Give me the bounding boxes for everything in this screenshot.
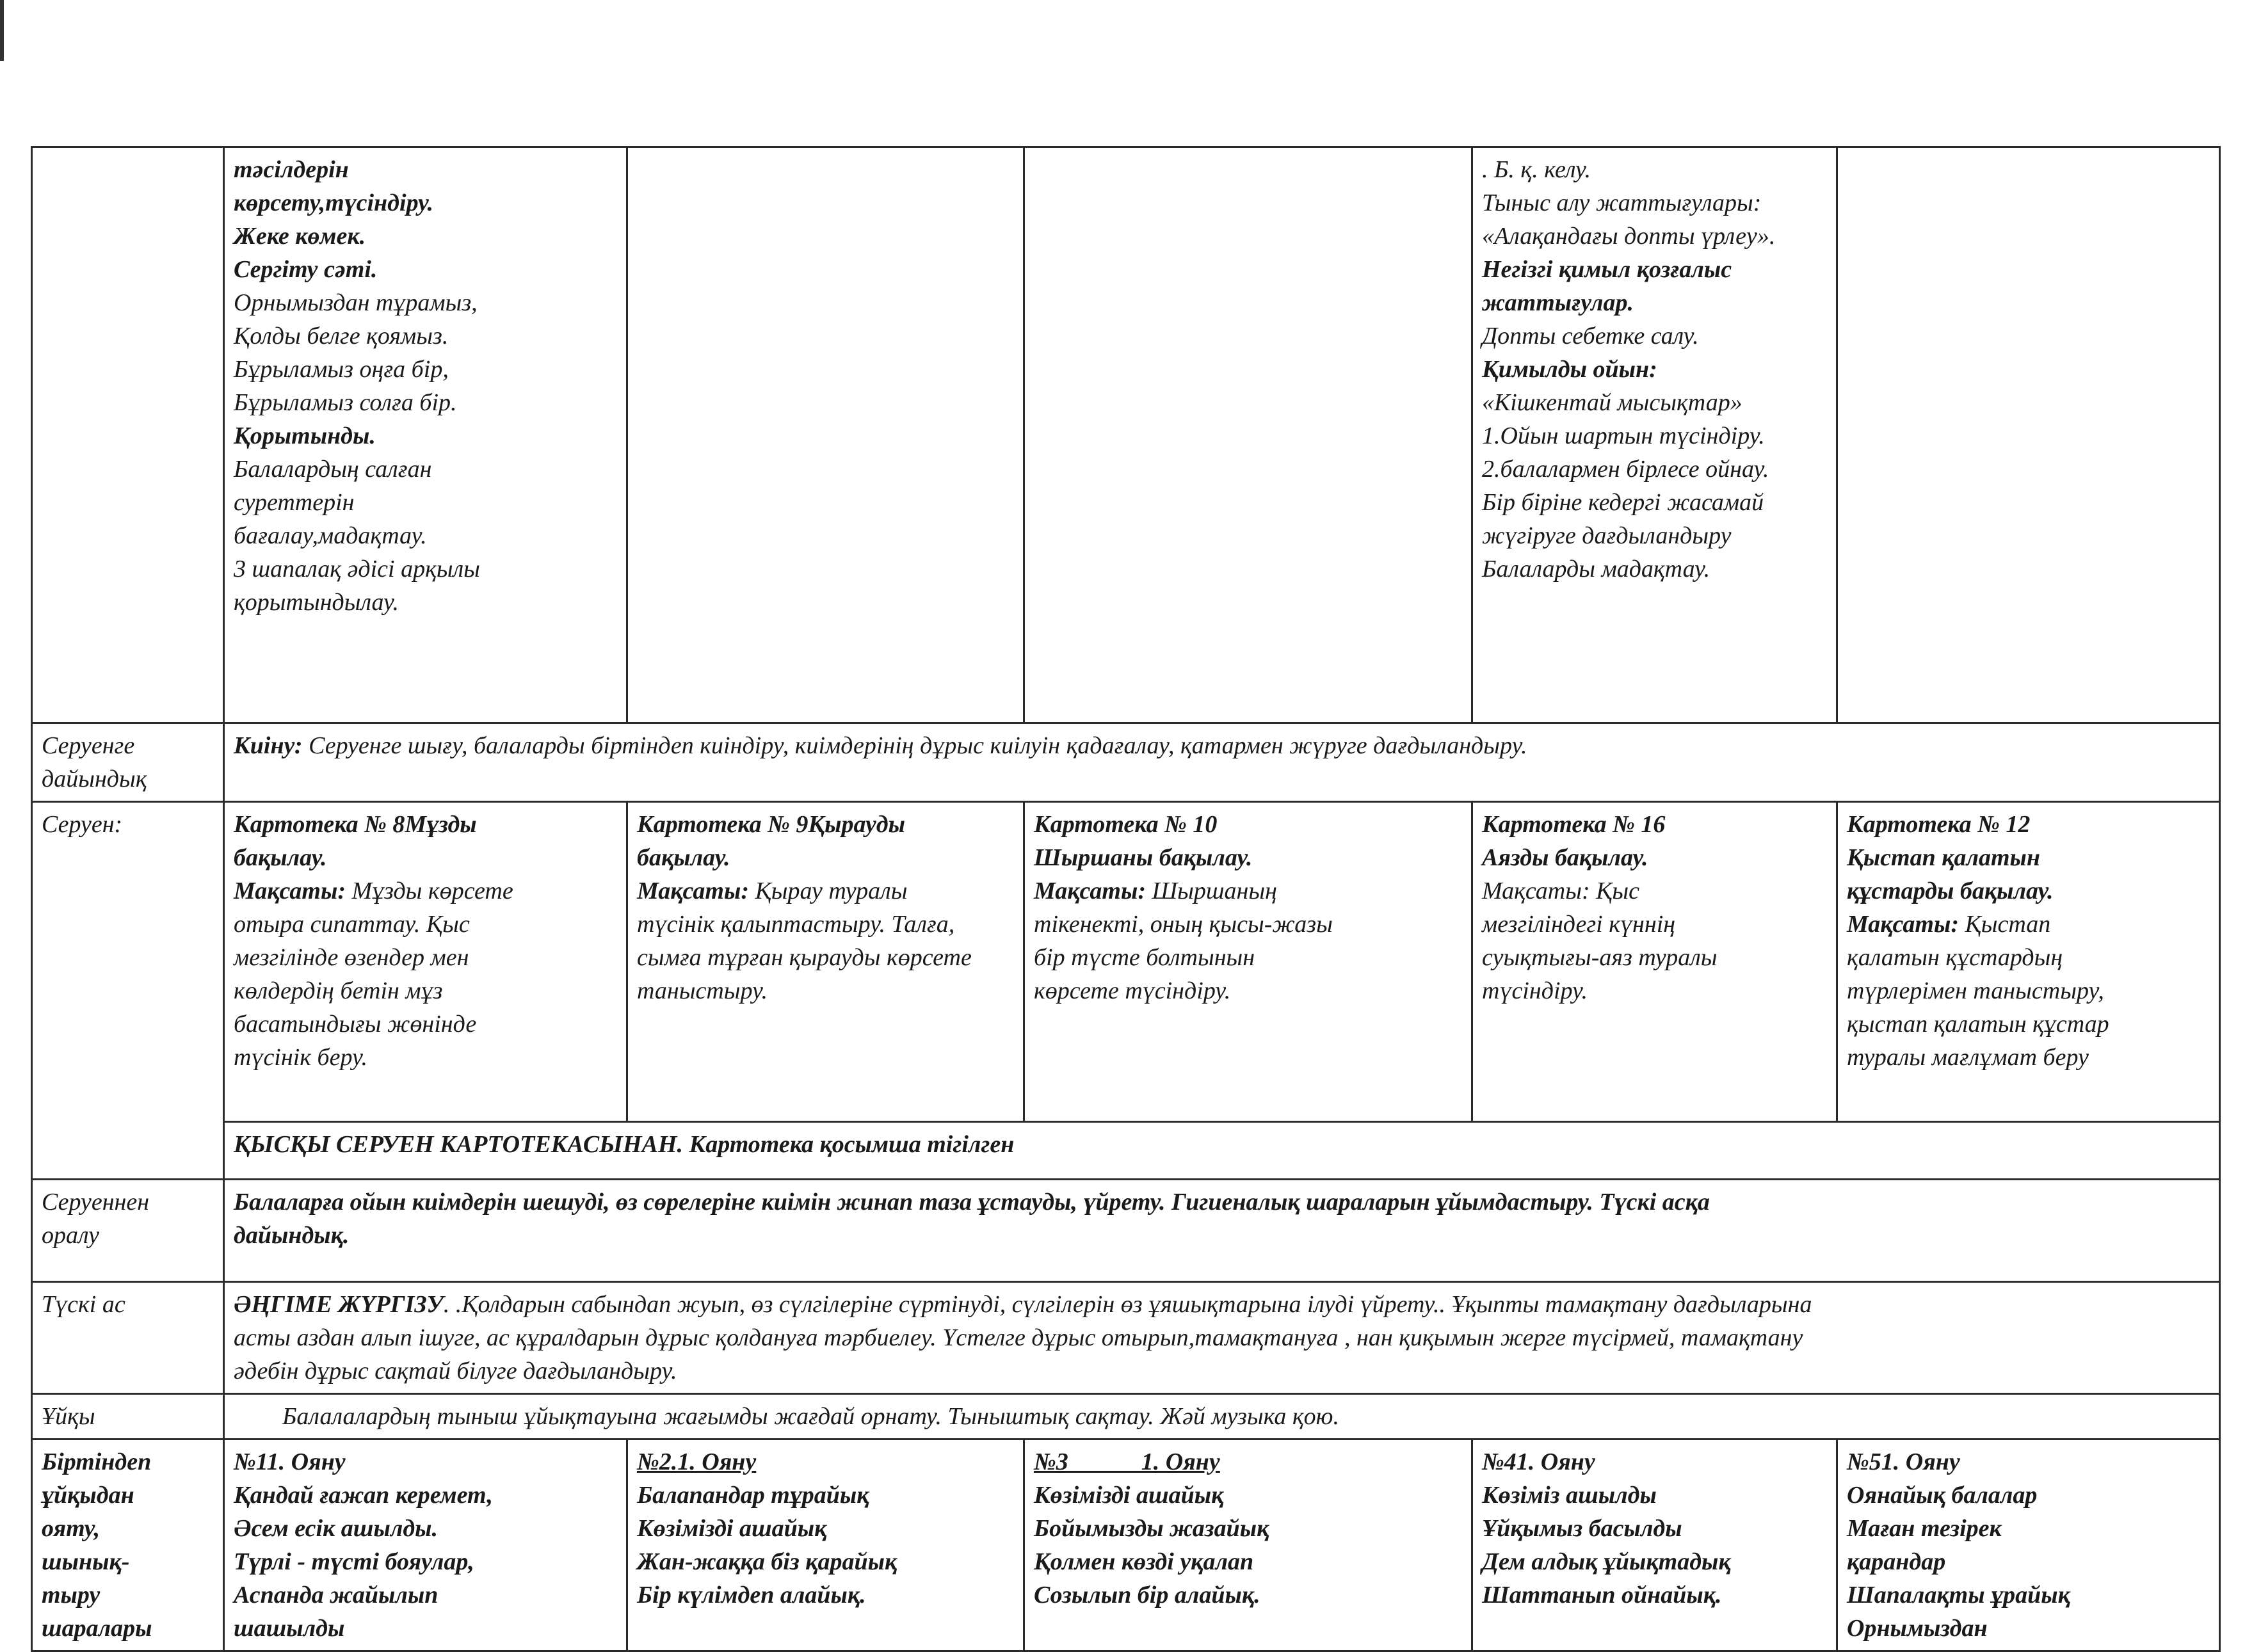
wake-label [32, 1439, 224, 1651]
sleep-row [32, 1394, 2220, 1439]
text-line [1034, 908, 1462, 941]
line-text: жүгіруге дағдыландыру [1482, 522, 1732, 549]
line-text: «Кішкентай мысықтар» [1482, 389, 1742, 416]
text-line [1482, 841, 1827, 874]
line-text: Бұрыламыз солға бір. [234, 389, 457, 416]
line-text: 2.балалармен бірлесе ойнау. [1482, 456, 1769, 483]
text-line [234, 220, 617, 253]
line-text: Қорытынды. [234, 422, 376, 449]
text-line [234, 453, 617, 486]
text-line [1482, 808, 1827, 841]
line-text: отыра сипаттау. Қыс [234, 911, 470, 938]
text-line [637, 908, 1014, 941]
text-line [1034, 974, 1462, 1007]
return-row [32, 1180, 2220, 1282]
line-text: 1.Ойын шартын түсіндіру. [1482, 422, 1765, 449]
text-line [1847, 1007, 2210, 1041]
text-line [1482, 286, 1827, 319]
daily-plan-table [31, 146, 2221, 1652]
walk-label: Серуен: [32, 802, 224, 1180]
wake-label-line: ұйқыдан [42, 1482, 134, 1509]
wake-line: Маған тезірек [1847, 1515, 2002, 1542]
wake-line: Дем алдық ұйықтадық [1482, 1548, 1731, 1575]
wake-col-1 [224, 1439, 627, 1651]
wake-line: шашылды [234, 1615, 345, 1642]
line-text: Сергіту сәті. [234, 256, 378, 283]
line-rest: Мұзды көрсете [345, 878, 513, 904]
line-text: Шыршаны бақылау. [1034, 844, 1253, 871]
text-line [637, 974, 1014, 1007]
wake-heading: №3 1. Ояну [1034, 1448, 1220, 1475]
text-line [1847, 908, 2210, 941]
text-line [1847, 841, 2210, 874]
text-line [1847, 874, 2210, 908]
line-rest: Қыстап [1958, 911, 2051, 938]
walk-card-2 [627, 802, 1024, 1122]
text-line [1482, 519, 1827, 552]
sleep-text: Балалалардың тыныш ұйықтауына жағымды жағдай орнату. Тыныштық сақтау. Жәй музыка қою. [224, 1394, 2220, 1439]
text-line [234, 386, 617, 419]
text-line [1482, 974, 1827, 1007]
activity-cell-5 [1837, 147, 2220, 723]
wake-line: Бір күлімдеп алайық. [637, 1582, 866, 1608]
activity-cell-1 [224, 147, 627, 723]
line-text: Тыныс алу жаттығулары: [1482, 189, 1762, 216]
text-line [1847, 941, 2210, 974]
prep-text: Киіну: Серуенге шығу, балаларды біртіндеп киіндіру, киімдерінің дұрыс киілуін қадағалау, қатармен жүруге дағдыландыру. [224, 723, 2220, 802]
line-text: Балаларды мадақтау. [1482, 556, 1710, 582]
line-text: суреттерін [234, 489, 355, 516]
text-line [234, 874, 617, 908]
lunch-text: ӘҢГІМЕ ЖҮРГІЗУ. .Қолдарын сабындап жуып, өз сүлгілеріне сүртінуді, сүлгілерін өз ұяшықтарына ілуді үйрету.. Ұқыпты тамақтану дағдыларына асты аздан алып ішуге, ас құралдарын дұрыс қолдануға тәрбиелеу. Үстелге дұрыс отырып,тамақтануға , нан қиқымын жерге түсірмей, тамақтану әдебін дұрыс сақтай білуге дағдыландыру. [224, 1282, 2220, 1394]
wake-col-3 [1024, 1439, 1472, 1651]
row-label-empty [32, 147, 224, 723]
wake-line: Оянайық балалар [1847, 1482, 2038, 1509]
line-text: басатындығы жөнінде [234, 1011, 477, 1038]
line-text: бағалау,мадақтау. [234, 522, 427, 549]
text-line [637, 874, 1014, 908]
wake-line: Шаттанып ойнайық. [1482, 1582, 1722, 1608]
line-text: құстарды бақылау. [1847, 878, 2054, 904]
walk-row [32, 802, 2220, 1122]
wake-heading: №11. Ояну [234, 1448, 346, 1475]
text-line [234, 1007, 617, 1041]
sleep-label: Ұйқы [32, 1394, 224, 1439]
line-text: қорытындылау. [234, 589, 399, 616]
text-line [1482, 453, 1827, 486]
line-text: Мақсаты: Қыс [1482, 878, 1639, 904]
line-text: Бұрыламыз оңға бір, [234, 356, 449, 383]
line-text: мезгілінде өзендер мен [234, 944, 469, 971]
walk-note: ҚЫСҚЫ СЕРУЕН КАРТОТЕКАСЫНАН. Картотека қосымша тігілген [224, 1122, 2220, 1180]
line-text: көрсете түсіндіру. [1034, 977, 1231, 1004]
text-line [1482, 486, 1827, 519]
line-text: түсінік беру. [234, 1044, 367, 1071]
text-line [234, 908, 617, 941]
text-line [1482, 908, 1827, 941]
walk-card-3 [1024, 802, 1472, 1122]
activity-row [32, 147, 2220, 723]
line-text: қыстап қалатын құстар [1847, 1011, 2109, 1038]
wake-col-5 [1837, 1439, 2220, 1651]
wake-line: Созылып бір алайық. [1034, 1582, 1260, 1608]
text-line [234, 253, 617, 286]
line-text: Мақсаты: [1847, 911, 1959, 938]
text-line [1034, 941, 1462, 974]
text-line [1847, 1041, 2210, 1074]
line-text: туралы мағлұмат беру [1847, 1044, 2089, 1071]
line-text: Негізгі қимыл қозғалыс [1482, 256, 1732, 283]
line-text: мезгіліндегі күннің [1482, 911, 1676, 938]
wake-line: Аспанда жайылып [234, 1582, 439, 1608]
activity-cell-3 [1024, 147, 1472, 723]
wake-line: Орнымыздан [1847, 1615, 1988, 1642]
prep-label: Серуенге дайындық [32, 723, 224, 802]
text-line [637, 808, 1014, 841]
text-line [1034, 808, 1462, 841]
line-text: түрлерімен таныстыру, [1847, 977, 2104, 1004]
text-line [1482, 552, 1827, 586]
text-line [234, 586, 617, 619]
text-line [1482, 386, 1827, 419]
wake-line: Шапалақты ұрайық [1847, 1582, 2070, 1608]
line-text: тікенекті, оның қысы-жазы [1034, 911, 1333, 938]
line-text: жаттығулар. [1482, 289, 1634, 316]
return-label: Серуеннен оралу [32, 1180, 224, 1282]
text-line [234, 186, 617, 220]
line-text: бақылау. [234, 844, 327, 871]
wake-col-4 [1472, 1439, 1837, 1651]
text-line [1847, 808, 2210, 841]
text-line [1482, 353, 1827, 386]
text-line [234, 319, 617, 353]
wake-line: Бойымызды жазайық [1034, 1515, 1269, 1542]
text-line [234, 941, 617, 974]
wake-line: Ұйқымыз басылды [1482, 1515, 1682, 1542]
line-text: Қимылды ойын: [1482, 356, 1657, 383]
scan-edge [0, 0, 4, 61]
text-line [234, 841, 617, 874]
line-text: Картотека № 12 [1847, 811, 2031, 838]
lunch-label: Түскі ас [32, 1282, 224, 1394]
text-line [234, 153, 617, 186]
text-line [1482, 253, 1827, 286]
text-line [1482, 153, 1827, 186]
line-text: Бір біріне кедергі жасамай [1482, 489, 1764, 516]
line-text: «Алақандағы допты үрлеу». [1482, 223, 1776, 250]
line-text: бақылау. [637, 844, 730, 871]
text-line [234, 419, 617, 453]
wake-heading: №2.1. Ояну [637, 1448, 757, 1475]
line-text: Орнымыздан тұрамыз, [234, 289, 478, 316]
line-text: Жеке көмек. [234, 223, 366, 250]
line-text: түсіндіру. [1482, 977, 1588, 1004]
line-text: Мақсаты: [234, 878, 346, 904]
text-line [1482, 941, 1827, 974]
text-line [1482, 419, 1827, 453]
wake-label-line: шынық- [42, 1548, 130, 1575]
line-text: Қолды белге қоямыз. [234, 323, 449, 349]
text-line [1847, 974, 2210, 1007]
prep-row [32, 723, 2220, 802]
walk-card-5 [1837, 802, 2220, 1122]
return-text: Балаларға ойын киімдерін шешуді, өз сөрелеріне киімін жинап таза ұстауды, үйрету. Гигиеналық шараларын ұйымдастыру. Түскі асқа дайындық. [224, 1180, 2220, 1282]
text-line [1034, 841, 1462, 874]
text-line [637, 941, 1014, 974]
text-line [234, 1041, 617, 1074]
line-text: Допты себетке салу. [1482, 323, 1699, 349]
wake-line: Қандай ғажап керемет, [234, 1482, 494, 1509]
line-text: Аязды бақылау. [1482, 844, 1648, 871]
line-text: Картотека № 10 [1034, 811, 1218, 838]
line-text: 3 шапалақ әдісі арқылы [234, 556, 480, 582]
line-text: сымға тұрған қырауды көрсете [637, 944, 972, 971]
line-text: Балалардың салған [234, 456, 432, 483]
wake-line: қарандар [1847, 1548, 1946, 1575]
wake-label-line: тыру [42, 1582, 101, 1608]
line-text: Картотека № 8Мұзды [234, 811, 477, 838]
wake-line: Көзімізді ашайық [637, 1515, 827, 1542]
wake-heading: №41. Ояну [1482, 1448, 1595, 1475]
line-text: суықтығы-аяз туралы [1482, 944, 1718, 971]
wake-label-line: Біртіндеп [42, 1448, 152, 1475]
walk-card-1 [224, 802, 627, 1122]
line-text: тәсілдерін [234, 156, 349, 183]
line-text: көрсету,түсіндіру. [234, 189, 434, 216]
text-line [234, 286, 617, 319]
wake-col-2 [627, 1439, 1024, 1651]
text-line [637, 841, 1014, 874]
text-line [1482, 319, 1827, 353]
text-line [234, 519, 617, 552]
wake-line: Әсем есік ашылды. [234, 1515, 439, 1542]
line-text: Мақсаты: [1034, 878, 1146, 904]
line-text: . Б. қ. келу. [1482, 156, 1591, 183]
wake-line: Жан-жаққа біз қарайық [637, 1548, 897, 1575]
line-text: таныстыру. [637, 977, 768, 1004]
wake-line: Көзімізді ашайық [1034, 1482, 1224, 1509]
text-line [1482, 186, 1827, 220]
text-line [234, 974, 617, 1007]
line-rest: Шыршаның [1145, 878, 1277, 904]
lunch-row [32, 1282, 2220, 1394]
activity-cell-2 [627, 147, 1024, 723]
wake-line: Балапандар тұрайық [637, 1482, 869, 1509]
text-line [1482, 220, 1827, 253]
walk-note-row [32, 1122, 2220, 1180]
wake-label-line: ояту, [42, 1515, 101, 1542]
line-rest: Қырау туралы [748, 878, 908, 904]
text-line [1034, 874, 1462, 908]
text-line [234, 552, 617, 586]
wake-line: Түрлі - түсті бояулар, [234, 1548, 474, 1575]
text-line [234, 808, 617, 841]
line-text: Картотека № 9Қырауды [637, 811, 905, 838]
line-text: түсінік қалыптастыру. Талға, [637, 911, 955, 938]
line-text: көлдердің бетін мұз [234, 977, 443, 1004]
text-line [1482, 874, 1827, 908]
wake-line: Қолмен көзді уқалап [1034, 1548, 1254, 1575]
activity-cell-4 [1472, 147, 1837, 723]
wake-label-line: шаралары [42, 1615, 152, 1642]
line-text: Мақсаты: [637, 878, 749, 904]
line-text: Қыстап қалатын [1847, 844, 2040, 871]
line-text: бір түсте болтынын [1034, 944, 1255, 971]
wake-row [32, 1439, 2220, 1651]
wake-line: Көзіміз ашылды [1482, 1482, 1657, 1509]
line-text: қалатын құстардың [1847, 944, 2063, 971]
text-line [234, 486, 617, 519]
text-line [234, 353, 617, 386]
line-text: Картотека № 16 [1482, 811, 1666, 838]
walk-card-4 [1472, 802, 1837, 1122]
wake-heading: №51. Ояну [1847, 1448, 1960, 1475]
